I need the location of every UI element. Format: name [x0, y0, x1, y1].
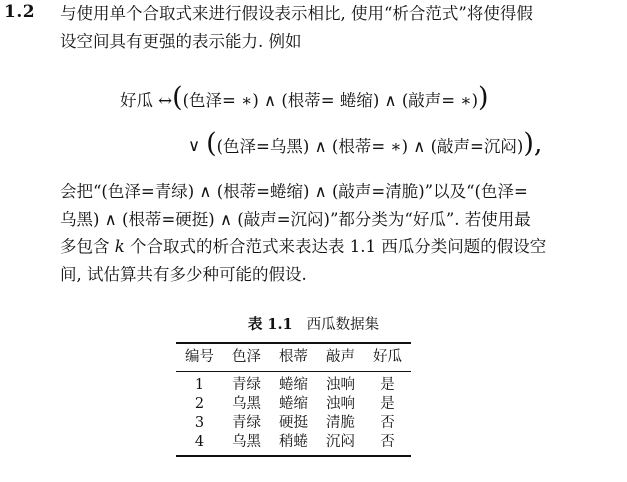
header-cell: 色泽 — [232, 349, 261, 365]
text-line: 会把“(色泽=青绿) ∧ (根蒂=蜷缩) ∧ (敲声=清脆)”以及“(色泽= — [60, 182, 528, 201]
table-cell: 4 — [194, 434, 205, 450]
table-row — [176, 433, 411, 456]
table-cell: 1 — [194, 377, 205, 393]
formula-bracket-left: ( — [206, 128, 217, 159]
header-cell: 好瓜 — [373, 349, 402, 365]
table-cell: 2 — [194, 396, 205, 412]
table-cell: 否 — [380, 434, 395, 450]
table-cell: 青绿 — [232, 415, 261, 431]
table-cell: 沉闷 — [326, 434, 355, 450]
text-line: 间, 试估算共有多少种可能的假设. — [60, 264, 307, 284]
formula-clause: (色泽= ∗) ∧ (根蒂= 蜷缩) ∧ (敲声= ∗) — [182, 91, 479, 110]
table-cell: 浊响 — [326, 377, 355, 393]
table-cell: 清脆 — [326, 415, 355, 431]
table-cell: 硬挺 — [279, 415, 308, 431]
exercise-number: 1.2 — [4, 2, 36, 22]
table-caption — [0, 313, 627, 334]
table-cell: 是 — [380, 396, 395, 412]
table-cell: 乌黑 — [232, 434, 261, 450]
formula-bracket-right: ) — [478, 82, 489, 113]
formula-bracket-right: ), — [523, 128, 543, 159]
table-cell: 否 — [380, 415, 395, 431]
table-caption-title: 西瓜数据集 — [306, 317, 380, 333]
table-cell: 浊响 — [326, 396, 355, 412]
table-cell: 蜷缩 — [279, 396, 308, 412]
table-cell: 蜷缩 — [279, 377, 308, 393]
formula-line-2 — [188, 128, 543, 159]
table-row — [176, 414, 411, 433]
table-cell: 是 — [380, 377, 395, 393]
formula-clause: (色泽=乌黑) ∧ (根蒂= ∗) ∧ (敲声=沉闷) — [216, 137, 524, 156]
formula-bracket-left: ( — [172, 82, 183, 113]
table-cell: 稍蜷 — [279, 434, 308, 450]
formula-line-1 — [120, 82, 489, 113]
exercise-body — [60, 178, 620, 288]
text-line: 与使用单个合取式来进行假设表示相比, 使用“析合范式”将使得假 — [60, 4, 533, 23]
exercise-intro — [60, 0, 620, 55]
table-row — [176, 372, 411, 396]
text-segment: 多包含 — [60, 237, 115, 256]
variable-k: k — [114, 237, 125, 256]
formula-or: ∨ — [188, 135, 201, 155]
table-cell: 青绿 — [232, 377, 261, 393]
text-line: 乌黑) ∧ (根蒂=硬挺) ∧ (敲声=沉闷)”都分类为“好瓜”. 若使用最 — [60, 209, 531, 229]
header-cell: 编号 — [185, 349, 214, 365]
table-cell: 乌黑 — [232, 396, 261, 412]
table-caption-label: 表 1.1 — [247, 316, 293, 333]
table-cell: 3 — [194, 415, 205, 431]
header-cell: 敲声 — [326, 349, 355, 365]
text-segment: 个合取式的析合范式来表达表 1.1 西瓜分类问题的假设空 — [124, 237, 547, 256]
header-cell: 根蒂 — [279, 349, 308, 365]
text-line: 设空间具有更强的表示能力. 例如 — [60, 31, 302, 51]
table-row — [176, 395, 411, 414]
formula-lhs: 好瓜 ↔ — [120, 91, 173, 110]
table-header-row — [176, 343, 411, 372]
text-line — [60, 233, 620, 261]
watermelon-table — [176, 342, 411, 457]
